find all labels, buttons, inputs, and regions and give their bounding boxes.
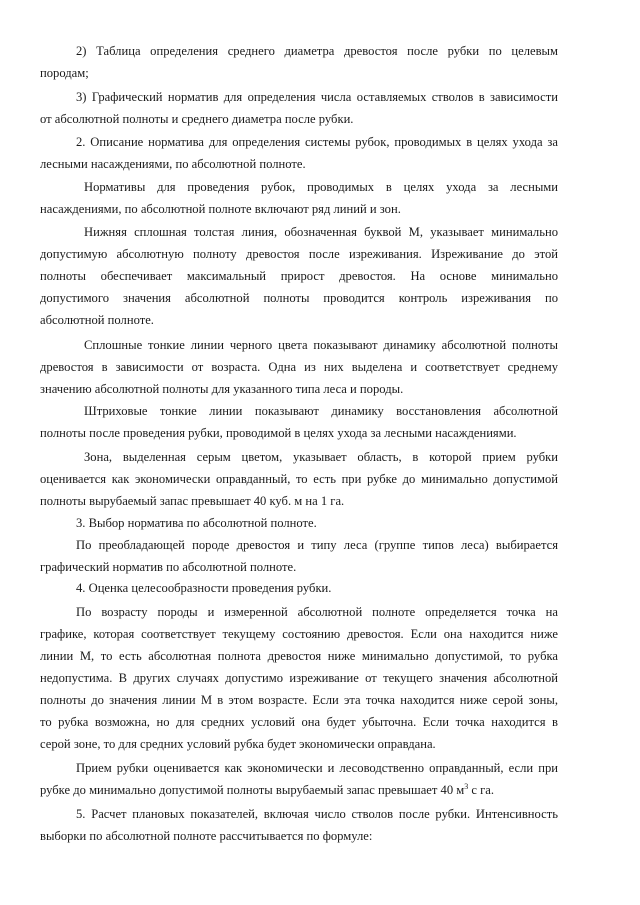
text-line: 5. Расчет плановых показателей, включая число стволов после рубки. Интенсивность: [76, 807, 558, 821]
paragraph-5: [40, 221, 558, 331]
text-line: значению абсолютной полноты для указанного типа леса и породы.: [40, 382, 404, 396]
text-line: 2) Таблица определения среднего диаметра древостоя после рубки по целевым: [76, 44, 558, 58]
text-line: то рубка возможна, но для средних условий она будет убыточна. Если точка находится в: [40, 715, 558, 729]
text-line-with-unit: [40, 779, 558, 801]
superscript: 3: [464, 782, 469, 791]
text-line: Прием рубки оценивается как экономически и лесоводственно оправданный, если при: [76, 761, 558, 775]
text-segment: с га.: [468, 783, 495, 797]
section-heading: 3. Выбор норматива по абсолютной полноте.: [76, 516, 317, 530]
text-line: 2. Описание норматива для определения системы рубок, проводимых в целях ухода за: [76, 135, 558, 149]
text-line: Штриховые тонкие линии показывают динамику восстановления абсолютной: [84, 404, 558, 418]
text-line: полноты после проведения рубки, проводимой в целях ухода за лесными насаждениями.: [40, 426, 517, 440]
text-line: Сплошные тонкие линии черного цвета показывают динамику абсолютной полноты: [84, 338, 558, 352]
text-line: допустимую абсолютную полноту древостоя после изреживания. Изреживание до этой: [40, 247, 558, 261]
text-line: полноты до значения линии М в этом возрасте. Если эта точка находится ниже серой зоны,: [40, 693, 558, 707]
text-line: древостоя в зависимости от возраста. Одна из них выделена и соответствует среднему: [40, 360, 558, 374]
text-line: Нормативы для проведения рубок, проводимых в целях ухода за лесными: [84, 180, 558, 194]
paragraph-4: [40, 176, 558, 220]
paragraph-6: [40, 334, 558, 400]
paragraph-3: [40, 131, 558, 175]
paragraph-13: [40, 757, 558, 801]
paragraph-14: [40, 803, 558, 847]
text-line: По преобладающей породе древостоя и типу леса (группе типов леса) выбирается: [76, 538, 558, 552]
text-line: абсолютной полноте.: [40, 313, 154, 327]
text-line: 3) Графический норматив для определения числа оставляемых стволов в зависимости: [76, 90, 558, 104]
section-heading: 4. Оценка целесообразности проведения рубки.: [76, 581, 332, 595]
text-line: Нижняя сплошная толстая линия, обозначенная буквой М, указывает минимально: [84, 225, 558, 239]
paragraph-8: [40, 446, 558, 512]
paragraph-12: [40, 601, 558, 755]
paragraph-2: [40, 86, 558, 130]
text-line: допустимого значения абсолютной полноты проводится контроль изреживания по: [40, 291, 558, 305]
text-line: серой зоне, то для средних условий рубка будет экономически оправдана.: [40, 737, 436, 751]
paragraph-9: [40, 512, 558, 534]
text-line: графике, которая соответствует текущему состоянию древостоя. Если она находится ниже: [40, 627, 558, 641]
paragraph-11: [40, 577, 558, 599]
text-line: полноты обеспечивает максимальный прирост древостоя. На основе минимально: [40, 269, 558, 283]
text-line: недопустима. В других случаях допустимо изреживание от текущего значения абсолютной: [40, 671, 558, 685]
text-line: лесными насаждениями, по абсолютной полноте.: [40, 157, 306, 171]
text-line: породам;: [40, 66, 89, 80]
text-line: линии М, то есть абсолютная полнота древостоя ниже минимально допустимой, то рубка: [40, 649, 558, 663]
text-line: Зона, выделенная серым цветом, указывает область, в которой прием рубки: [84, 450, 558, 464]
text-line: насаждениями, по абсолютной полноте включают ряд линий и зон.: [40, 202, 401, 216]
paragraph-1: [40, 40, 558, 84]
text-line: оценивается как экономически оправданный, то есть при рубке до минимально допустимой: [40, 472, 558, 486]
paragraph-10: [40, 534, 558, 578]
text-line: По возрасту породы и измеренной абсолютной полноте определяется точка на: [76, 605, 558, 619]
text-segment: рубке до минимально допустимой полноты вырубаемый запас превышает 40 м: [40, 783, 465, 797]
text-line: графический норматив по абсолютной полноте.: [40, 560, 297, 574]
paragraph-7: [40, 400, 558, 444]
text-line: от абсолютной полноты и среднего диаметра после рубки.: [40, 112, 354, 126]
text-line: полноты вырубаемый запас превышает 40 куб. м на 1 га.: [40, 494, 345, 508]
text-line: выборки по абсолютной полноте рассчитывается по формуле:: [40, 829, 373, 843]
